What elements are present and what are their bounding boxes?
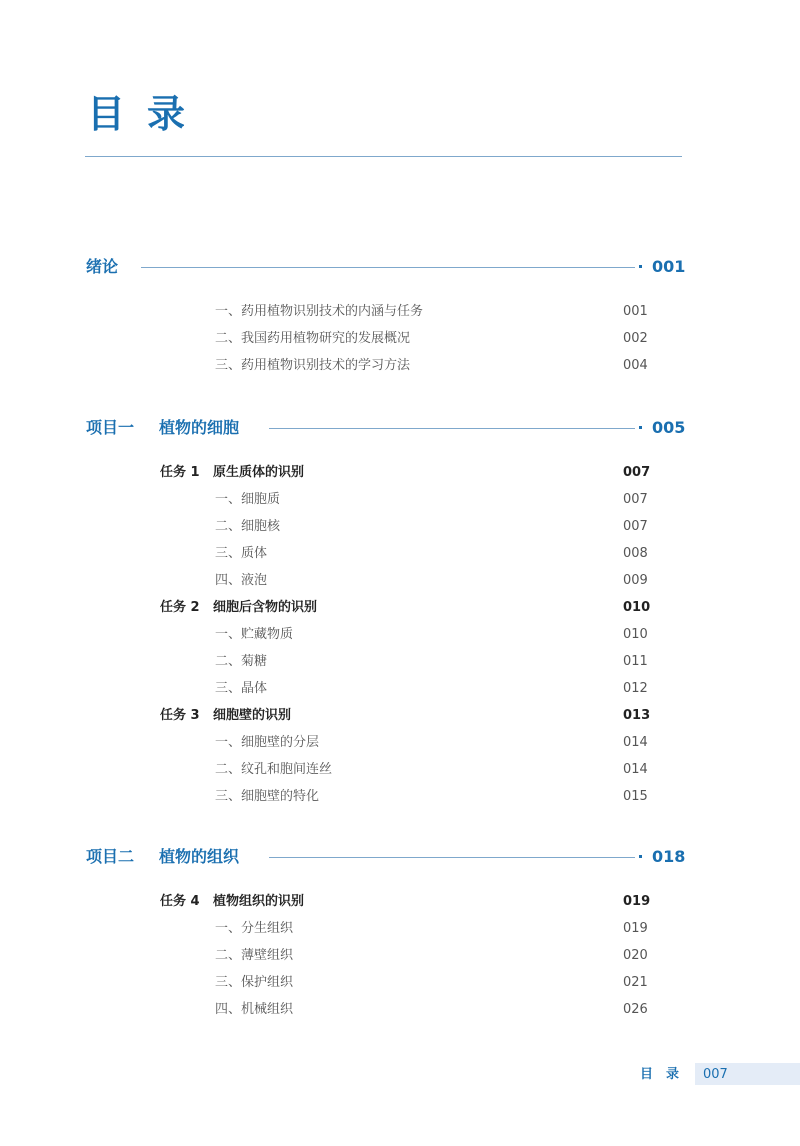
toc-item-row[interactable] <box>215 571 655 591</box>
title-divider <box>85 156 682 157</box>
footer-section-label: 目录 <box>640 1067 693 1082</box>
chapter-page-number: 005 <box>652 418 686 437</box>
toc-item-row[interactable] <box>215 760 655 780</box>
toc-item-row[interactable] <box>215 329 655 349</box>
task-label: 任务 4 <box>160 894 200 909</box>
task-page-number: 019 <box>623 894 651 909</box>
task-title: 原生质体的识别 <box>213 465 305 480</box>
item-page-number: 001 <box>623 304 648 319</box>
chapter-heading[interactable] <box>86 845 686 869</box>
item-page-number: 021 <box>623 975 648 990</box>
item-title: 二、细胞核 <box>215 519 281 534</box>
item-page-number: 012 <box>623 681 648 696</box>
item-page-number: 011 <box>623 654 648 669</box>
item-page-number: 008 <box>623 546 648 561</box>
toc-item-row[interactable] <box>215 356 655 376</box>
toc-item-row[interactable] <box>215 1000 655 1020</box>
item-title: 一、药用植物识别技术的内涵与任务 <box>215 304 424 319</box>
item-title: 一、分生组织 <box>215 921 294 936</box>
task-title: 植物组织的识别 <box>213 894 305 909</box>
chapter-leader-dot <box>639 426 642 429</box>
toc-task-row[interactable] <box>160 598 650 618</box>
item-title: 二、薄壁组织 <box>215 948 294 963</box>
item-page-number: 015 <box>623 789 648 804</box>
toc-item-row[interactable] <box>215 973 655 993</box>
item-page-number: 020 <box>623 948 648 963</box>
toc-item-row[interactable] <box>215 946 655 966</box>
task-label: 任务 1 <box>160 465 200 480</box>
item-page-number: 007 <box>623 492 648 507</box>
task-page-number: 010 <box>623 600 651 615</box>
chapter-leader-dot <box>639 855 642 858</box>
item-title: 一、细胞质 <box>215 492 281 507</box>
chapter-page-number: 018 <box>652 847 686 866</box>
toc-item-row[interactable] <box>215 302 655 322</box>
chapter-label: 项目一 <box>86 418 135 437</box>
item-title: 一、细胞壁的分层 <box>215 735 320 750</box>
toc-item-row[interactable] <box>215 919 655 939</box>
task-title: 细胞壁的识别 <box>213 708 292 723</box>
chapter-label: 绪论 <box>86 257 119 276</box>
chapter-heading[interactable] <box>86 416 686 440</box>
task-page-number: 007 <box>623 465 651 480</box>
task-title: 细胞后含物的识别 <box>213 600 318 615</box>
toc-item-row[interactable] <box>215 787 655 807</box>
chapter-title: 植物的细胞 <box>159 418 240 437</box>
item-title: 四、机械组织 <box>215 1002 294 1017</box>
task-label: 任务 2 <box>160 600 200 615</box>
item-title: 三、保护组织 <box>215 975 294 990</box>
item-title: 三、质体 <box>215 546 268 561</box>
item-page-number: 009 <box>623 573 648 588</box>
toc-task-row[interactable] <box>160 892 650 912</box>
chapter-leader-line <box>141 267 635 268</box>
task-page-number: 013 <box>623 708 651 723</box>
item-page-number: 004 <box>623 358 648 373</box>
item-page-number: 019 <box>623 921 648 936</box>
chapter-leader-dot <box>639 265 642 268</box>
item-page-number: 014 <box>623 762 648 777</box>
toc-item-row[interactable] <box>215 544 655 564</box>
toc-task-row[interactable] <box>160 706 650 726</box>
chapter-heading[interactable] <box>86 255 686 279</box>
item-page-number: 007 <box>623 519 648 534</box>
toc-task-row[interactable] <box>160 463 650 483</box>
toc-item-row[interactable] <box>215 625 655 645</box>
item-page-number: 014 <box>623 735 648 750</box>
item-title: 三、药用植物识别技术的学习方法 <box>215 358 411 373</box>
toc-item-row[interactable] <box>215 679 655 699</box>
chapter-leader-line <box>269 857 635 858</box>
item-title: 二、菊糖 <box>215 654 268 669</box>
item-title: 三、细胞壁的特化 <box>215 789 320 804</box>
item-page-number: 002 <box>623 331 648 346</box>
chapter-page-number: 001 <box>652 257 686 276</box>
page-title: 目录 <box>87 92 208 136</box>
toc-item-row[interactable] <box>215 490 655 510</box>
toc-item-row[interactable] <box>215 733 655 753</box>
footer-page-number: 007 <box>703 1067 728 1082</box>
item-title: 二、纹孔和胞间连丝 <box>215 762 333 777</box>
item-page-number: 026 <box>623 1002 648 1017</box>
chapter-leader-line <box>269 428 635 429</box>
item-title: 三、晶体 <box>215 681 268 696</box>
task-label: 任务 3 <box>160 708 200 723</box>
chapter-title: 植物的组织 <box>159 847 240 866</box>
toc-item-row[interactable] <box>215 652 655 672</box>
chapter-label: 项目二 <box>86 847 135 866</box>
item-title: 一、贮藏物质 <box>215 627 294 642</box>
item-title: 二、我国药用植物研究的发展概况 <box>215 331 411 346</box>
item-page-number: 010 <box>623 627 648 642</box>
toc-item-row[interactable] <box>215 517 655 537</box>
item-title: 四、液泡 <box>215 573 268 588</box>
